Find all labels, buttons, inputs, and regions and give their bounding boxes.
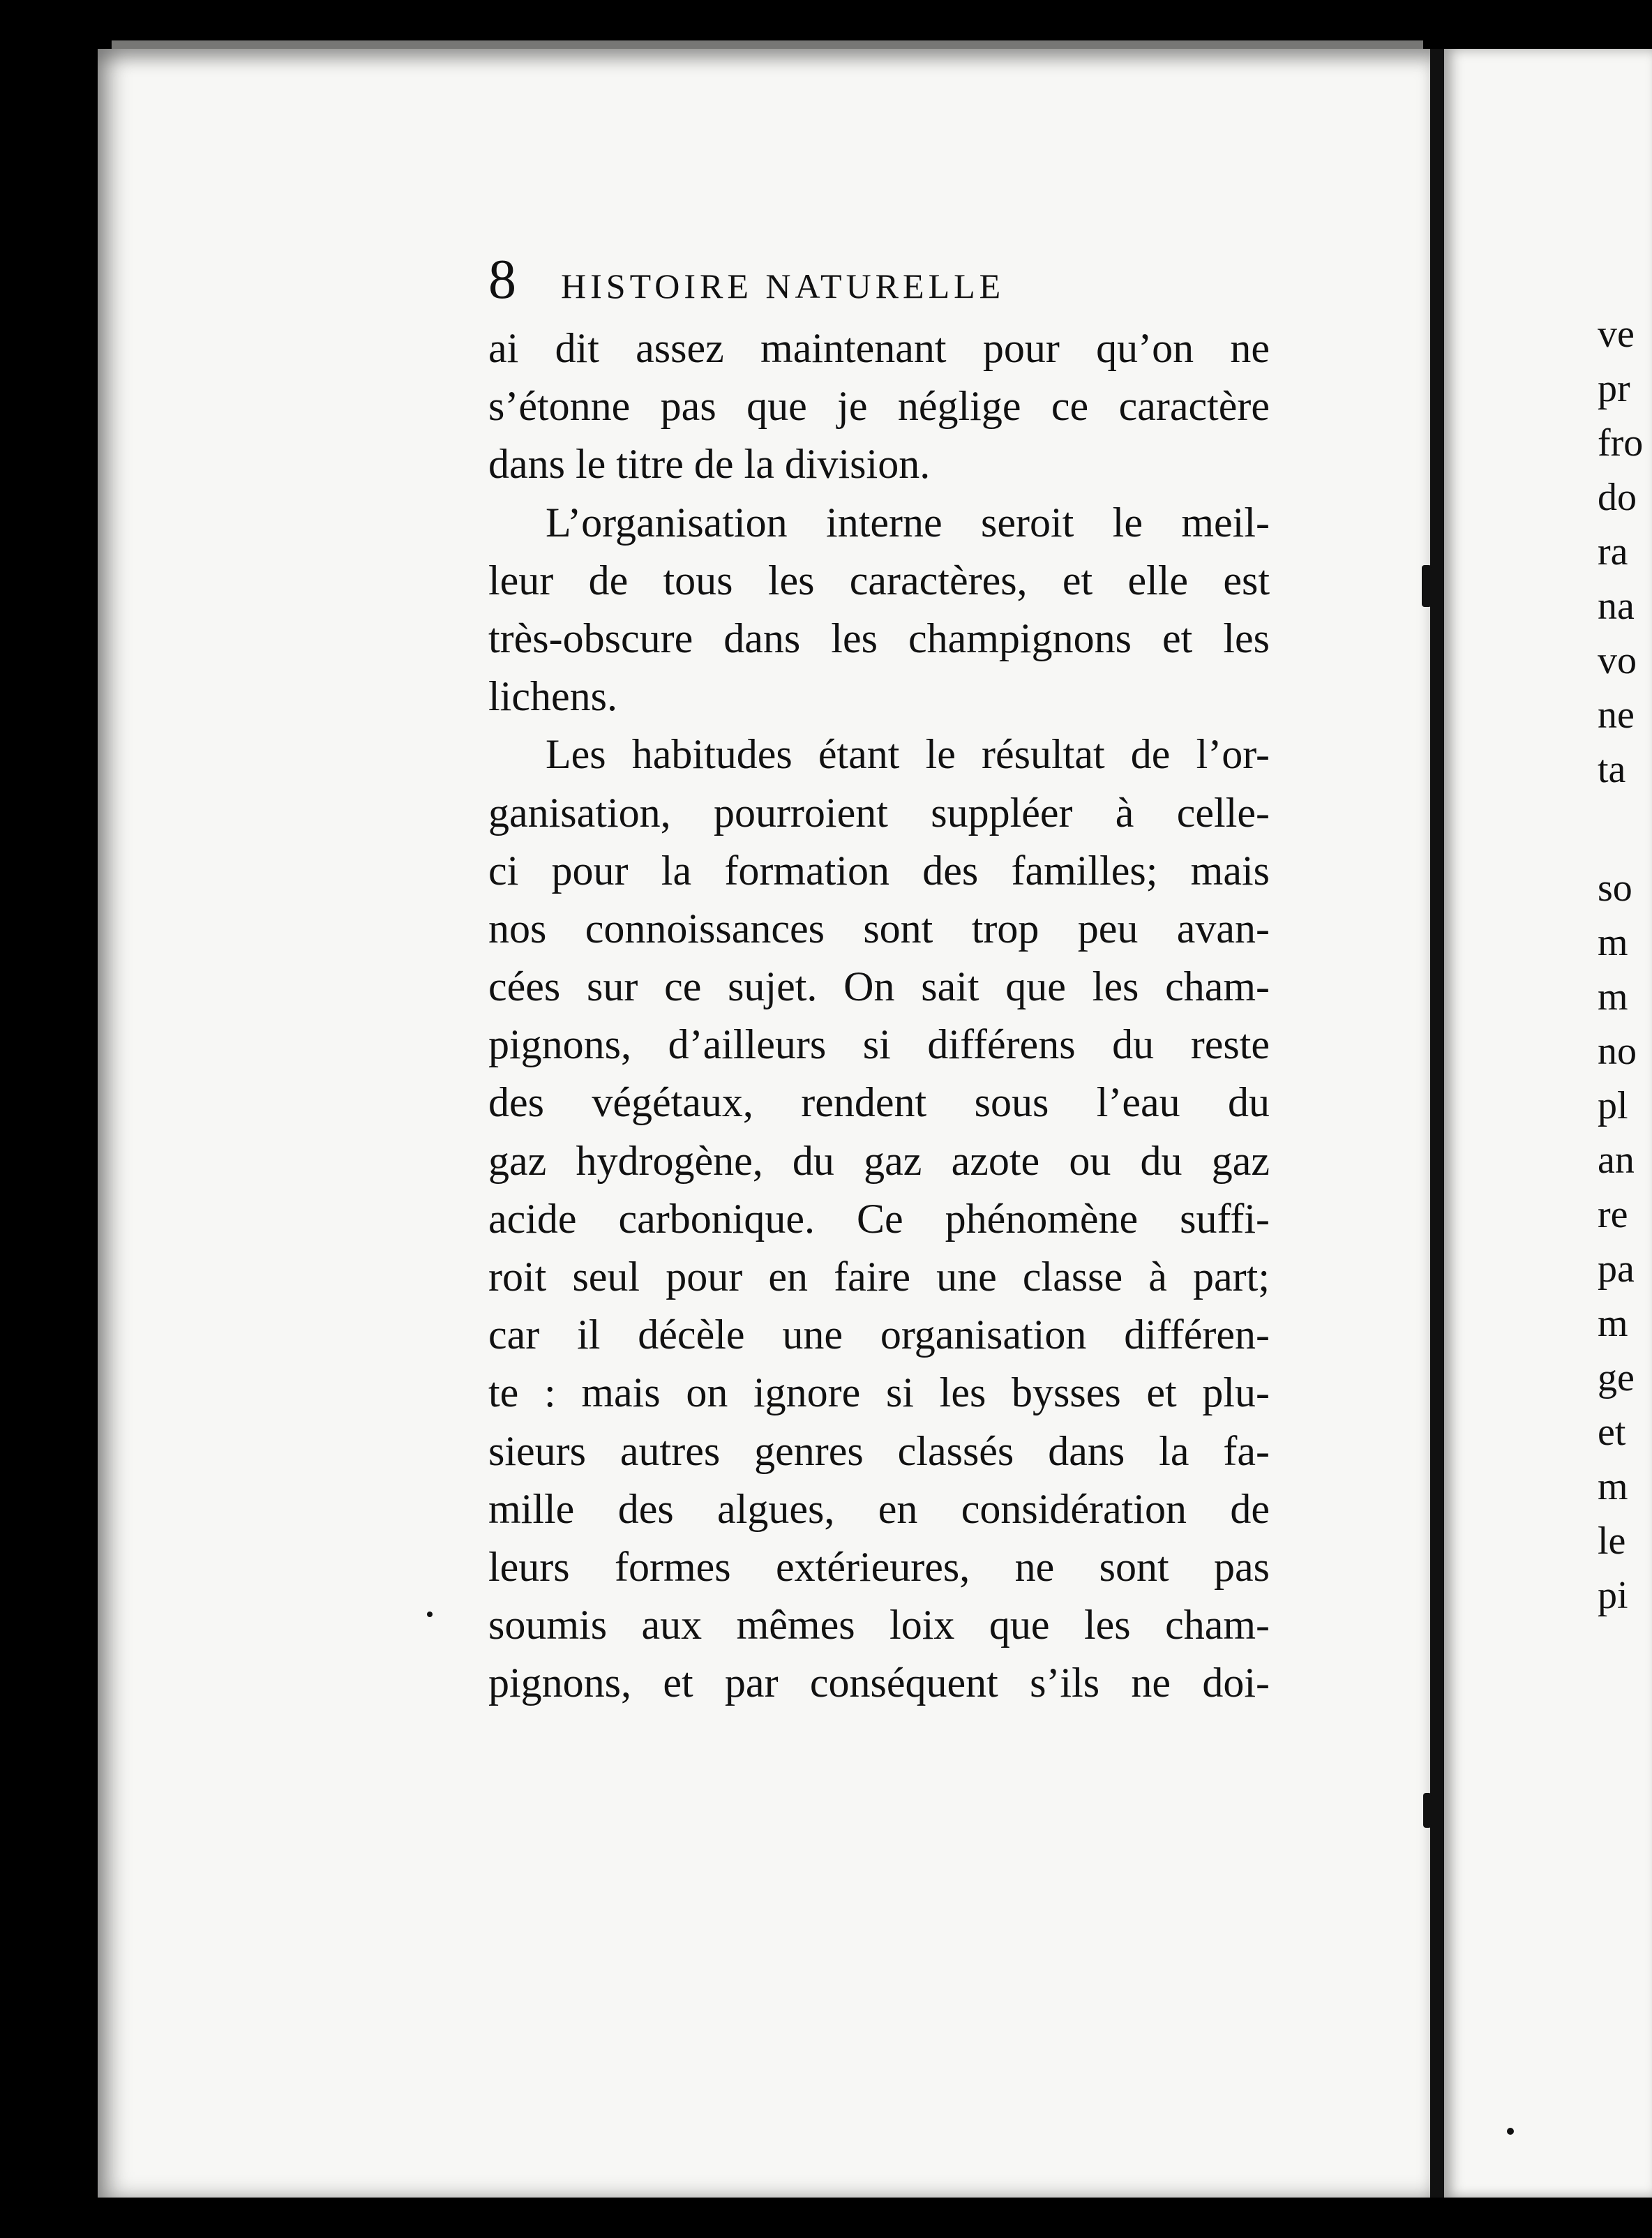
text-line: très-obscure dans les champignons et les xyxy=(488,615,1270,661)
fragment-line: an xyxy=(1598,1139,1635,1182)
text-line: ci pour la formation des familles; mais xyxy=(488,847,1270,894)
fragment-line: re xyxy=(1598,1193,1628,1236)
body-text xyxy=(488,320,1270,1713)
fragment-line: m xyxy=(1598,975,1628,1019)
fragment-line: ra xyxy=(1598,530,1628,573)
text-line: L’organisation interne seroit le meil- xyxy=(546,499,1270,546)
fragment-line: no xyxy=(1598,1030,1637,1073)
text-line: nos connoissances sont trop peu avan- xyxy=(488,905,1270,952)
text-line: cées sur ce sujet. On sait que les cham- xyxy=(488,963,1270,1010)
fragment-line: m xyxy=(1598,921,1628,964)
fragment-line: so xyxy=(1598,866,1632,910)
fragment-line: pa xyxy=(1598,1247,1635,1291)
text-line: s’étonne pas que je néglige ce caractère xyxy=(488,383,1270,430)
fragment-line: ne xyxy=(1598,693,1635,737)
text-line: leurs formes extérieures, ne sont pas xyxy=(488,1543,1270,1590)
scan-speck xyxy=(1507,2128,1514,2135)
fragment-line: le xyxy=(1598,1519,1626,1563)
text-line: mille des algues, en considération de xyxy=(488,1485,1270,1532)
text-line: gaz hydrogène, du gaz azote ou du gaz xyxy=(488,1137,1270,1184)
text-line: car il décèle une organisation différen- xyxy=(488,1312,1270,1358)
fragment-line: pi xyxy=(1598,1574,1628,1617)
scan-speck xyxy=(427,1612,433,1617)
book-gutter xyxy=(1430,49,1446,2198)
text-line: ganisation, pourroient suppléer à celle- xyxy=(488,789,1270,836)
fragment-line: na xyxy=(1598,585,1635,628)
fragment-line: vo xyxy=(1598,639,1637,682)
text-line: lichens. xyxy=(488,673,617,720)
scan-speck xyxy=(1423,1793,1432,1828)
paragraph-gap xyxy=(1598,797,1652,861)
fragment-line: fro xyxy=(1598,421,1644,465)
text-line: Les habitudes étant le résultat de l’or- xyxy=(546,731,1270,778)
text-line: soumis aux mêmes loix que les cham- xyxy=(488,1602,1270,1649)
fragment-line: ta xyxy=(1598,748,1626,791)
fragment-line: do xyxy=(1598,476,1637,519)
fragment-line: pr xyxy=(1598,367,1630,410)
fragment-line: m xyxy=(1598,1302,1628,1345)
text-line: acide carbonique. Ce phénomène suffi- xyxy=(488,1195,1270,1242)
text-line: pignons, et par conséquent s’ils ne doi- xyxy=(488,1660,1270,1706)
text-line: te : mais on ignore si les bysses et plu- xyxy=(488,1369,1270,1416)
text-line: sieurs autres genres classés dans la fa- xyxy=(488,1427,1270,1474)
text-line: leur de tous les caractères, et elle est xyxy=(488,557,1270,603)
fragment-line: ve xyxy=(1598,313,1635,356)
running-title: HISTOIRE NATURELLE xyxy=(561,266,1005,306)
text-line: ai dit assez maintenant pour qu’on ne xyxy=(488,325,1270,371)
text-line: roit seul pour en faire une classe à part; xyxy=(488,1254,1270,1300)
page-number: 8 xyxy=(488,249,516,310)
text-line: dans le titre de la division. xyxy=(488,441,931,488)
text-line: des végétaux, rendent sous l’eau du xyxy=(488,1079,1270,1126)
fragment-line: ge xyxy=(1598,1356,1635,1399)
scan-speck xyxy=(1422,565,1432,607)
right-page-text-fragments xyxy=(1598,307,1652,1623)
fragment-line: m xyxy=(1598,1465,1628,1508)
fragment-line: pl xyxy=(1598,1084,1628,1127)
text-line: pignons, d’ailleurs si différens du reste xyxy=(488,1021,1270,1068)
fragment-line: et xyxy=(1598,1411,1626,1454)
running-head xyxy=(488,248,1263,311)
